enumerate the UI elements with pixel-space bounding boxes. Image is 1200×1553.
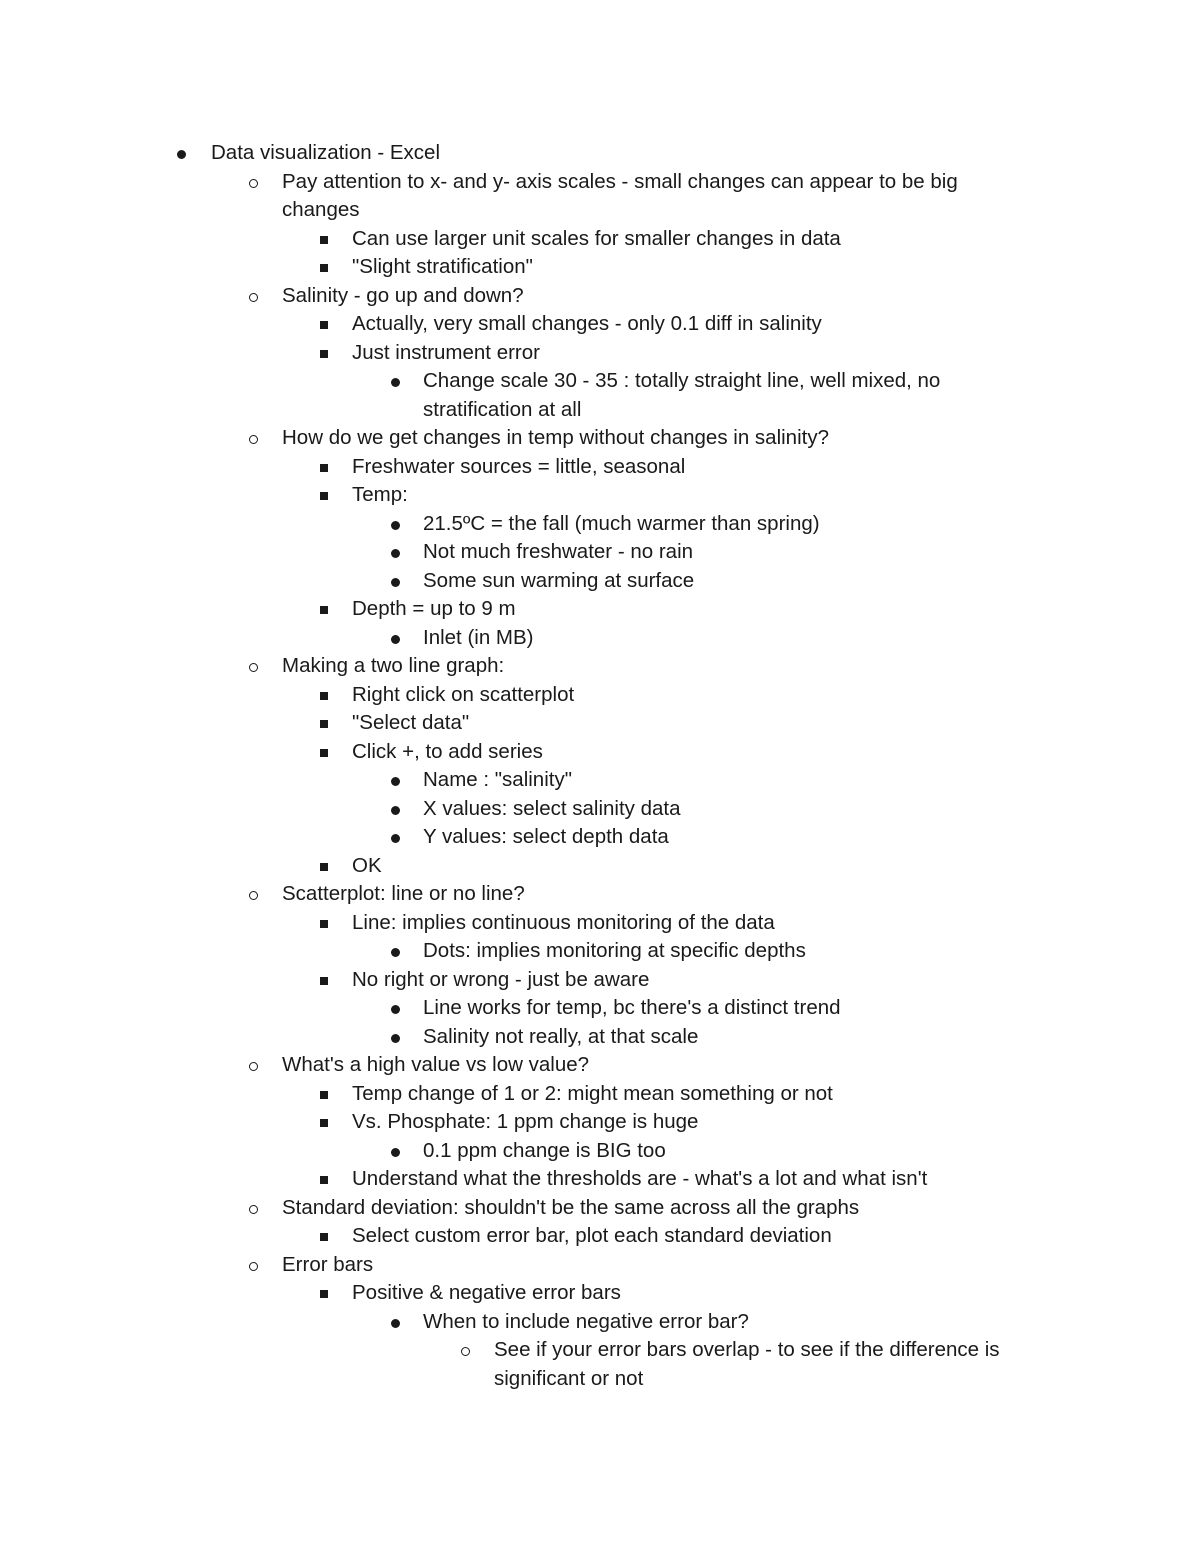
bullet-disc-icon	[391, 1034, 400, 1043]
list-item-text: Salinity not really, at that scale	[423, 1024, 699, 1048]
list-item-text: Just instrument error	[352, 340, 540, 364]
list-item	[0, 624, 1000, 653]
bullet-square-icon	[320, 863, 328, 871]
bullet-disc-icon	[391, 549, 400, 558]
list-item	[0, 1023, 1000, 1052]
notes-outline	[0, 139, 1200, 1393]
list-item	[0, 567, 1000, 596]
bullet-disc-icon	[391, 948, 400, 957]
bullet-circle-icon	[249, 1262, 258, 1271]
list-item	[0, 909, 1040, 938]
list-item-text: No right or wrong - just be aware	[352, 967, 650, 991]
bullet-disc-icon	[391, 1005, 400, 1014]
bullet-square-icon	[320, 1091, 328, 1099]
list-item-text: Change scale 30 - 35 : totally straight line, well mixed, no stratification at all	[423, 369, 941, 421]
list-item	[0, 424, 1040, 453]
bullet-disc-icon	[391, 521, 400, 530]
bullet-square-icon	[320, 236, 328, 244]
bullet-square-icon	[320, 692, 328, 700]
list-item-text: Error bars	[282, 1252, 374, 1276]
bullet-square-icon	[320, 749, 328, 757]
list-item	[0, 538, 1000, 567]
list-item-text: Name : "salinity"	[423, 768, 572, 791]
list-item	[0, 652, 1040, 681]
bullet-square-icon	[320, 464, 328, 472]
list-item-text: Salinity - go up and down?	[282, 283, 524, 307]
list-item-text: Can use larger unit scales for smaller changes in data	[352, 226, 841, 250]
list-item-text: What's a high value vs low value?	[282, 1053, 590, 1076]
bullet-square-icon	[320, 492, 328, 500]
list-item	[0, 1251, 1040, 1280]
list-item-text: X values: select salinity data	[423, 796, 681, 820]
list-item	[0, 595, 1040, 624]
list-item-text: "Select data"	[352, 711, 470, 734]
bullet-square-icon	[320, 1176, 328, 1184]
list-item-text: Actually, very small changes - only 0.1 diff in salinity	[352, 312, 822, 335]
bullet-circle-icon	[249, 435, 258, 444]
list-item	[0, 481, 1040, 510]
list-item-text: Some sun warming at surface	[423, 568, 695, 592]
list-item-text: Inlet (in MB)	[423, 625, 534, 649]
list-item-text: "Slight stratification"	[352, 255, 533, 278]
bullet-disc-icon	[391, 378, 400, 387]
list-item	[0, 1336, 1050, 1393]
bullet-square-icon	[320, 1119, 328, 1127]
list-item	[0, 766, 1000, 795]
list-item-text: Freshwater sources = little, seasonal	[352, 454, 686, 478]
bullet-disc-icon	[391, 1148, 400, 1157]
list-item	[0, 253, 1040, 282]
list-item	[0, 738, 1040, 767]
list-item	[0, 852, 1040, 881]
list-item-text: See if your error bars overlap - to see if the difference is significant or not	[494, 1338, 1000, 1390]
list-item	[0, 709, 1040, 738]
bullet-disc-icon	[391, 1319, 400, 1328]
bullet-disc-icon	[177, 150, 186, 159]
list-item	[0, 1308, 1000, 1337]
list-item-text: Data visualization - Excel	[211, 141, 441, 164]
list-item-text: 0.1 ppm change is BIG too	[423, 1138, 666, 1162]
bullet-circle-icon	[249, 179, 258, 188]
list-item-text: When to include negative error bar?	[423, 1309, 749, 1333]
bullet-circle-icon	[249, 1205, 258, 1214]
list-item-text: Select custom error bar, plot each standard deviation	[352, 1224, 832, 1247]
list-item-text: Vs. Phosphate: 1 ppm change is huge	[352, 1110, 699, 1133]
list-item	[0, 1051, 1040, 1080]
list-item	[0, 994, 1000, 1023]
list-item	[0, 1137, 1000, 1166]
bullet-disc-icon	[391, 578, 400, 587]
bullet-circle-icon	[249, 891, 258, 900]
bullet-square-icon	[320, 920, 328, 928]
bullet-square-icon	[320, 264, 328, 272]
list-item-text: Scatterplot: line or no line?	[282, 882, 525, 905]
list-item-text: Not much freshwater - no rain	[423, 540, 694, 563]
list-item	[0, 225, 1040, 254]
list-item-text: Dots: implies monitoring at specific depths	[423, 939, 806, 962]
list-item-text: Depth = up to 9 m	[352, 597, 516, 620]
bullet-circle-icon	[461, 1347, 470, 1356]
list-item-text: Standard deviation: shouldn't be the same across all the graphs	[282, 1195, 860, 1219]
list-item-text: Making a two line graph:	[282, 654, 505, 677]
list-item	[0, 282, 1040, 311]
list-item-text: Temp:	[352, 483, 408, 506]
list-item	[0, 310, 1040, 339]
bullet-square-icon	[320, 606, 328, 614]
list-item	[0, 1165, 1040, 1194]
bullet-disc-icon	[391, 777, 400, 786]
bullet-square-icon	[320, 720, 328, 728]
list-item-text: Temp change of 1 or 2: might mean something or not	[352, 1081, 833, 1105]
list-item-text: OK	[352, 853, 382, 877]
list-item	[0, 937, 1000, 966]
bullet-disc-icon	[391, 635, 400, 644]
list-item-text: Understand what the thresholds are - what's a lot and what isn't	[352, 1167, 928, 1190]
list-item	[0, 966, 1040, 995]
list-item-text: Pay attention to x- and y- axis scales - small changes can appear to be big changes	[282, 169, 958, 221]
list-item	[0, 795, 1000, 824]
list-item	[0, 510, 1000, 539]
bullet-square-icon	[320, 321, 328, 329]
list-item-text: Line: implies continuous monitoring of the data	[352, 910, 775, 934]
bullet-circle-icon	[249, 663, 258, 672]
list-item-text: 21.5ºC = the fall (much warmer than spring)	[423, 511, 820, 535]
list-item-text: Y values: select depth data	[423, 825, 669, 848]
list-item-text: Line works for temp, bc there's a distinct trend	[423, 996, 841, 1019]
bullet-disc-icon	[391, 834, 400, 843]
list-item	[0, 1108, 1040, 1137]
bullet-disc-icon	[391, 806, 400, 815]
bullet-square-icon	[320, 1233, 328, 1241]
bullet-circle-icon	[249, 1062, 258, 1071]
list-item	[0, 1080, 1040, 1109]
bullet-square-icon	[320, 350, 328, 358]
list-item-text: Click +, to add series	[352, 739, 543, 763]
list-item	[0, 1222, 1040, 1251]
list-item	[0, 453, 1040, 482]
list-item	[0, 681, 1040, 710]
list-item-text: How do we get changes in temp without changes in salinity?	[282, 426, 829, 449]
list-item	[0, 168, 1040, 225]
list-item	[0, 1279, 1040, 1308]
list-item-text: Positive & negative error bars	[352, 1281, 621, 1304]
bullet-square-icon	[320, 1290, 328, 1298]
list-item	[0, 139, 1040, 168]
list-item-text: Right click on scatterplot	[352, 682, 575, 706]
list-item	[0, 367, 1000, 424]
bullet-circle-icon	[249, 293, 258, 302]
list-item	[0, 1194, 1040, 1223]
list-item	[0, 339, 1040, 368]
list-item	[0, 880, 1040, 909]
bullet-square-icon	[320, 977, 328, 985]
list-item	[0, 823, 1000, 852]
